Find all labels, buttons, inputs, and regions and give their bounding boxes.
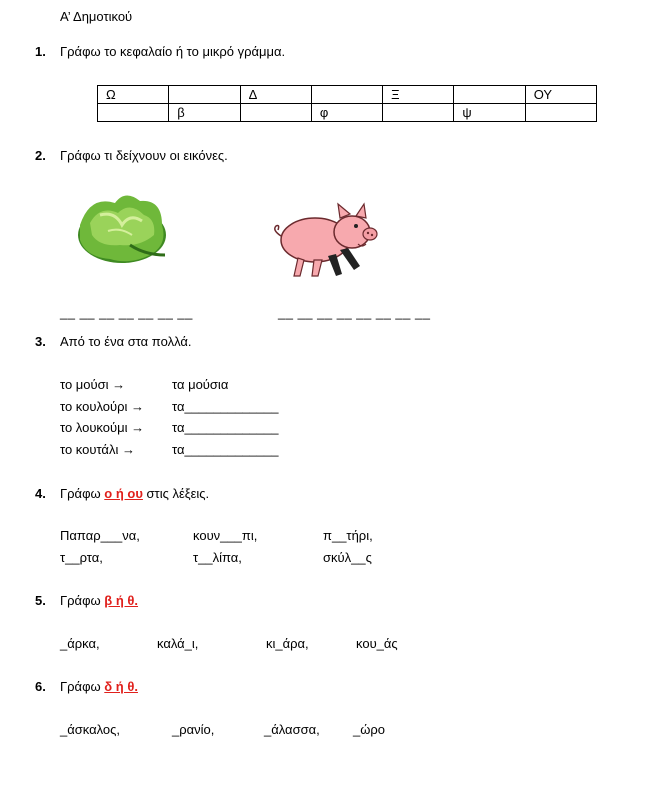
fill-word[interactable]: τ__λίπα,	[193, 550, 242, 565]
q6-highlight: δ ή θ.	[104, 679, 138, 694]
q5-prefix: Γράφω	[60, 593, 101, 608]
singular-word: το λουκούμι →	[60, 420, 145, 435]
q6-number: 6.	[35, 679, 46, 694]
q4-instruction	[60, 486, 209, 501]
plural-blank[interactable]: τα_____________	[172, 442, 279, 457]
table-cell[interactable]: ψ	[454, 104, 525, 122]
page-header: Α’ Δημοτικού	[60, 9, 133, 24]
table-cell[interactable]	[169, 86, 240, 104]
table-cell[interactable]	[525, 104, 596, 122]
table-cell[interactable]: Δ	[240, 86, 311, 104]
lettuce-image	[70, 185, 170, 270]
fill-word[interactable]: κου_άς	[356, 636, 398, 651]
table-cell[interactable]: ΟΥ	[525, 86, 596, 104]
q2-number: 2.	[35, 148, 46, 163]
q4-suffix: στις λέξεις.	[146, 486, 210, 501]
q4-highlight: ο ή ου	[104, 486, 143, 501]
singular-word: το κουλούρι →	[60, 399, 145, 414]
plural-blank[interactable]: τα_____________	[172, 399, 279, 414]
table-row	[98, 86, 597, 104]
q4-prefix: Γράφω	[60, 486, 101, 501]
fill-word[interactable]: Παπαρ___να,	[60, 528, 140, 543]
fill-word[interactable]: τ__ρτα,	[60, 550, 103, 565]
table-cell[interactable]: β	[169, 104, 240, 122]
table-cell[interactable]	[383, 104, 454, 122]
singular-word: το μούσι →	[60, 377, 126, 392]
q4-number: 4.	[35, 486, 46, 501]
q6-instruction	[60, 679, 138, 694]
q5-number: 5.	[35, 593, 46, 608]
singular-word: το κουτάλι →	[60, 442, 135, 457]
fill-word[interactable]: π__τήρι,	[323, 528, 373, 543]
fill-word[interactable]: κουν___πι,	[193, 528, 258, 543]
fill-word[interactable]: καλά_ι,	[157, 636, 199, 651]
q5-highlight: β ή θ.	[104, 593, 139, 608]
plural-word: τα μούσια	[172, 377, 229, 392]
table-cell[interactable]: Ω	[98, 86, 169, 104]
table-cell[interactable]	[98, 104, 169, 122]
table-cell[interactable]: Ξ	[383, 86, 454, 104]
fill-word[interactable]: _άρκα,	[60, 636, 100, 651]
table-cell[interactable]	[240, 104, 311, 122]
q3-number: 3.	[35, 334, 46, 349]
fill-word[interactable]: _άλασσα,	[264, 722, 320, 737]
table-cell[interactable]	[311, 86, 382, 104]
fill-word[interactable]: σκύλ__ς	[323, 550, 372, 565]
fill-word[interactable]: _άσκαλος,	[60, 722, 121, 737]
table-row	[98, 104, 597, 122]
lettuce-answer-line[interactable]: __ __ __ __ __ __ __	[60, 305, 193, 320]
fill-word[interactable]: κι_άρα,	[266, 636, 309, 651]
pig-answer-line[interactable]: __ __ __ __ __ __ __ __	[278, 305, 431, 320]
q2-instruction: Γράφω τι δείχνουν οι εικόνες.	[60, 148, 228, 163]
q1-number: 1.	[35, 44, 46, 59]
q5-instruction	[60, 593, 138, 608]
q1-instruction: Γράφω το κεφαλαίο ή το μικρό γράμμα.	[60, 44, 286, 59]
fill-word[interactable]: _ώρο	[353, 722, 386, 737]
letters-table	[97, 85, 597, 122]
q6-prefix: Γράφω	[60, 679, 101, 694]
q3-instruction: Από το ένα στα πολλά.	[60, 334, 192, 349]
table-cell[interactable]: φ	[311, 104, 382, 122]
table-cell[interactable]	[454, 86, 525, 104]
fill-word[interactable]: _ρανίο,	[172, 722, 215, 737]
plural-blank[interactable]: τα_____________	[172, 420, 279, 435]
pig-image	[270, 200, 380, 280]
